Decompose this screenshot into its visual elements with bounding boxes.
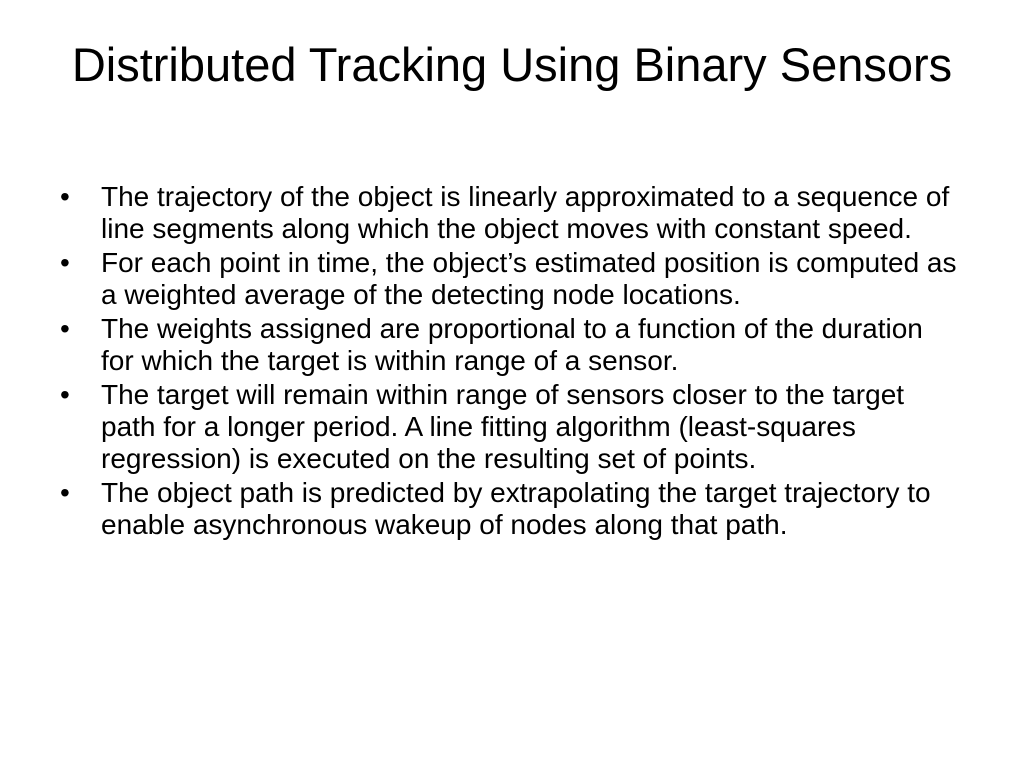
bullet-item [60,313,960,377]
bullet-item [60,247,960,311]
bullet-item [60,379,960,475]
bullet-dot-icon: • [60,477,70,508]
slide-title: Distributed Tracking Using Binary Sensors [71,38,953,91]
bullet-dot-icon: • [60,379,70,410]
bullet-text: The weights assigned are proportional to a function of the duration for which the target is within range of a sensor. [101,313,923,376]
bullet-text: The target will remain within range of sensors closer to the target path for a longer period. A line fitting algorithm (least-squares regression) is executed on the resulting set of points. [101,379,905,474]
bullet-dot-icon: • [60,247,70,278]
bullet-text: The trajectory of the object is linearly approximated to a sequence of line segments along which the object moves with constant speed. [101,181,950,244]
bullet-item [60,181,960,245]
bullet-text: For each point in time, the object’s estimated position is computed as a weighted average of the detecting node locations. [101,247,957,310]
bullet-dot-icon: • [60,181,70,212]
bullet-list [60,181,960,543]
bullet-dot-icon: • [60,313,70,344]
bullet-text: The object path is predicted by extrapolating the target trajectory to enable asynchronous wakeup of nodes along that path. [101,477,931,540]
bullet-item [60,477,960,541]
